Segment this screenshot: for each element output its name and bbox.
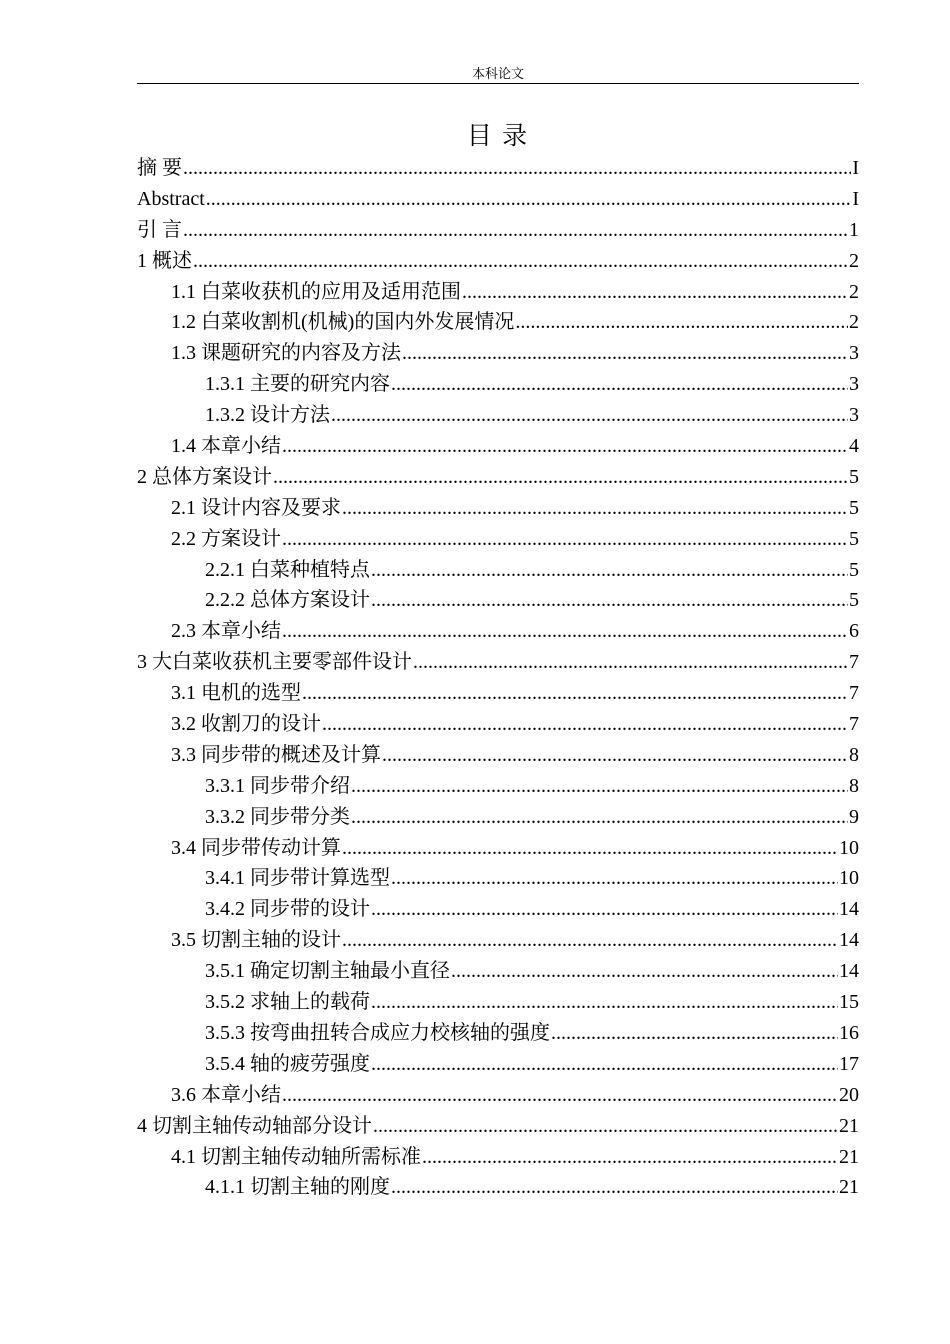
table-of-contents: [137, 153, 859, 1203]
toc-dot-leader: [351, 771, 848, 802]
toc-entry-page-number: 21: [839, 1114, 859, 1137]
toc-entry-label: 3.4.2 同步带的设计: [205, 898, 370, 921]
toc-entry[interactable]: [137, 246, 859, 277]
toc-dot-leader: [331, 400, 848, 431]
toc-dot-leader: [342, 925, 838, 956]
toc-entry-page-number: 14: [839, 929, 859, 952]
toc-entry-label: 4.1.1 切割主轴的刚度: [205, 1176, 390, 1199]
toc-entry[interactable]: [137, 493, 859, 524]
toc-dot-leader: [282, 616, 848, 647]
toc-entry-label: 1.4 本章小结: [171, 435, 281, 458]
toc-entry[interactable]: [137, 863, 859, 894]
toc-entry-label: 1.2 白菜收割机(机械)的国内外发展情况: [171, 311, 515, 334]
toc-entry[interactable]: [137, 987, 859, 1018]
toc-entry-page-number: 4: [849, 435, 859, 458]
toc-dot-leader: [282, 1080, 838, 1111]
toc-dot-leader: [391, 369, 848, 400]
toc-entry[interactable]: [137, 925, 859, 956]
toc-dot-leader: [183, 153, 851, 184]
toc-entry-label: 3.5 切割主轴的设计: [171, 929, 341, 952]
toc-entry[interactable]: [137, 740, 859, 771]
toc-entry[interactable]: [137, 771, 859, 802]
toc-entry[interactable]: [137, 153, 859, 184]
toc-entry-page-number: 5: [849, 465, 859, 488]
toc-entry-label: 3.3 同步带的概述及计算: [171, 743, 381, 766]
toc-dot-leader: [342, 833, 838, 864]
toc-entry-page-number: 3: [849, 404, 859, 427]
toc-entry-label: 2 总体方案设计: [137, 465, 272, 488]
toc-entry-label: 引 言: [137, 218, 182, 241]
toc-entry[interactable]: [137, 894, 859, 925]
toc-dot-leader: [422, 1142, 838, 1173]
toc-entry-page-number: 5: [849, 527, 859, 550]
toc-entry[interactable]: [137, 1172, 859, 1203]
toc-dot-leader: [282, 524, 848, 555]
toc-entry-label: 3.5.1 确定切割主轴最小直径: [205, 960, 450, 983]
toc-entry-page-number: 5: [849, 589, 859, 612]
toc-entry-page-number: 1: [849, 218, 859, 241]
toc-dot-leader: [183, 215, 848, 246]
toc-dot-leader: [273, 462, 848, 493]
toc-entry-page-number: 5: [849, 496, 859, 519]
toc-entry-page-number: 3: [849, 342, 859, 365]
toc-entry[interactable]: [137, 616, 859, 647]
toc-dot-leader: [371, 585, 848, 616]
toc-dot-leader: [551, 1018, 838, 1049]
toc-dot-leader: [282, 431, 848, 462]
toc-entry[interactable]: [137, 802, 859, 833]
toc-entry-label: 3.4 同步带传动计算: [171, 836, 341, 859]
header-rule: [137, 83, 859, 84]
toc-entry[interactable]: [137, 307, 859, 338]
toc-entry-label: 1.3.1 主要的研究内容: [205, 373, 390, 396]
toc-dot-leader: [451, 956, 838, 987]
toc-entry[interactable]: [137, 647, 859, 678]
toc-entry-label: 2.2.2 总体方案设计: [205, 589, 370, 612]
toc-entry-label: 4 切割主轴传动轴部分设计: [137, 1114, 372, 1137]
toc-entry[interactable]: [137, 215, 859, 246]
toc-entry[interactable]: [137, 1018, 859, 1049]
toc-dot-leader: [371, 1049, 838, 1080]
toc-entry-page-number: 17: [839, 1052, 859, 1075]
toc-entry-page-number: I: [852, 187, 859, 210]
toc-entry-page-number: 14: [839, 898, 859, 921]
toc-entry[interactable]: [137, 709, 859, 740]
toc-entry-label: 3.1 电机的选型: [171, 682, 301, 705]
toc-entry[interactable]: [137, 431, 859, 462]
toc-entry-page-number: 7: [849, 713, 859, 736]
toc-dot-leader: [322, 709, 848, 740]
toc-entry-label: 3.3.1 同步带介绍: [205, 774, 350, 797]
toc-dot-leader: [462, 277, 848, 308]
toc-entry-label: 3.5.2 求轴上的载荷: [205, 991, 370, 1014]
toc-entry-page-number: 20: [839, 1083, 859, 1106]
toc-dot-leader: [373, 1111, 838, 1142]
toc-entry-page-number: 21: [839, 1145, 859, 1168]
toc-entry[interactable]: [137, 338, 859, 369]
toc-dot-leader: [515, 307, 848, 338]
toc-dot-leader: [391, 1172, 838, 1203]
toc-dot-leader: [206, 184, 852, 215]
toc-entry-page-number: 8: [849, 774, 859, 797]
toc-entry-page-number: 16: [839, 1021, 859, 1044]
toc-entry[interactable]: [137, 1142, 859, 1173]
toc-dot-leader: [391, 863, 838, 894]
toc-entry-label: 3.5.4 轴的疲劳强度: [205, 1052, 370, 1075]
toc-entry[interactable]: [137, 400, 859, 431]
toc-entry-page-number: 2: [849, 249, 859, 272]
toc-entry-page-number: 10: [839, 836, 859, 859]
toc-entry[interactable]: [137, 277, 859, 308]
toc-dot-leader: [382, 740, 848, 771]
toc-entry-label: 3.6 本章小结: [171, 1083, 281, 1106]
toc-entry-label: 摘 要: [137, 157, 182, 179]
toc-entry-label: 2.2.1 白菜种植特点: [205, 558, 370, 581]
toc-entry[interactable]: [137, 1080, 859, 1111]
toc-dot-leader: [193, 246, 848, 277]
toc-entry-label: 3.4.1 同步带计算选型: [205, 867, 390, 890]
toc-entry[interactable]: [137, 1049, 859, 1080]
toc-entry-page-number: 2: [849, 311, 859, 334]
toc-dot-leader: [371, 555, 848, 586]
toc-entry[interactable]: [137, 524, 859, 555]
toc-entry-page-number: 9: [849, 805, 859, 828]
toc-entry-page-number: 10: [839, 867, 859, 890]
toc-entry[interactable]: [137, 369, 859, 400]
toc-entry-label: 2.3 本章小结: [171, 620, 281, 643]
toc-entry[interactable]: [137, 585, 859, 616]
toc-entry-page-number: 15: [839, 991, 859, 1014]
toc-entry-label: Abstract: [137, 187, 205, 210]
toc-entry[interactable]: [137, 678, 859, 709]
toc-dot-leader: [371, 894, 838, 925]
toc-entry-label: 1.3 课题研究的内容及方法: [171, 342, 401, 365]
toc-entry-label: 4.1 切割主轴传动轴所需标准: [171, 1145, 421, 1168]
toc-entry[interactable]: [137, 184, 859, 215]
toc-entry-page-number: 8: [849, 743, 859, 766]
toc-entry[interactable]: [137, 956, 859, 987]
toc-entry-page-number: 7: [849, 682, 859, 705]
toc-entry-label: 3.2 收割刀的设计: [171, 713, 321, 736]
toc-entry-page-number: I: [852, 157, 859, 179]
toc-dot-leader: [402, 338, 848, 369]
toc-entry-page-number: 2: [849, 280, 859, 303]
toc-entry-page-number: 21: [839, 1176, 859, 1199]
toc-entry[interactable]: [137, 1111, 859, 1142]
toc-entry-page-number: 7: [849, 651, 859, 674]
toc-entry-label: 2.1 设计内容及要求: [171, 496, 341, 519]
toc-entry-page-number: 3: [849, 373, 859, 396]
toc-entry-label: 1.3.2 设计方法: [205, 404, 330, 427]
toc-entry-label: 2.2 方案设计: [171, 527, 281, 550]
toc-dot-leader: [351, 802, 848, 833]
toc-entry[interactable]: [137, 555, 859, 586]
toc-title: 目 录: [466, 123, 530, 150]
toc-entry-label: 1.1 白菜收获机的应用及适用范围: [171, 280, 461, 303]
page-header: 本科论文: [471, 66, 524, 81]
toc-entry-page-number: 6: [849, 620, 859, 643]
toc-dot-leader: [413, 647, 848, 678]
toc-entry-page-number: 5: [849, 558, 859, 581]
toc-entry-label: 3.5.3 按弯曲扭转合成应力校核轴的强度: [205, 1021, 550, 1044]
toc-entry[interactable]: [137, 462, 859, 493]
toc-dot-leader: [342, 493, 848, 524]
toc-entry[interactable]: [137, 833, 859, 864]
toc-entry-page-number: 14: [839, 960, 859, 983]
toc-entry-label: 3.3.2 同步带分类: [205, 805, 350, 828]
toc-entry-label: 3 大白菜收获机主要零部件设计: [137, 651, 412, 674]
toc-dot-leader: [371, 987, 838, 1018]
toc-dot-leader: [302, 678, 848, 709]
toc-entry-label: 1 概述: [137, 249, 192, 272]
